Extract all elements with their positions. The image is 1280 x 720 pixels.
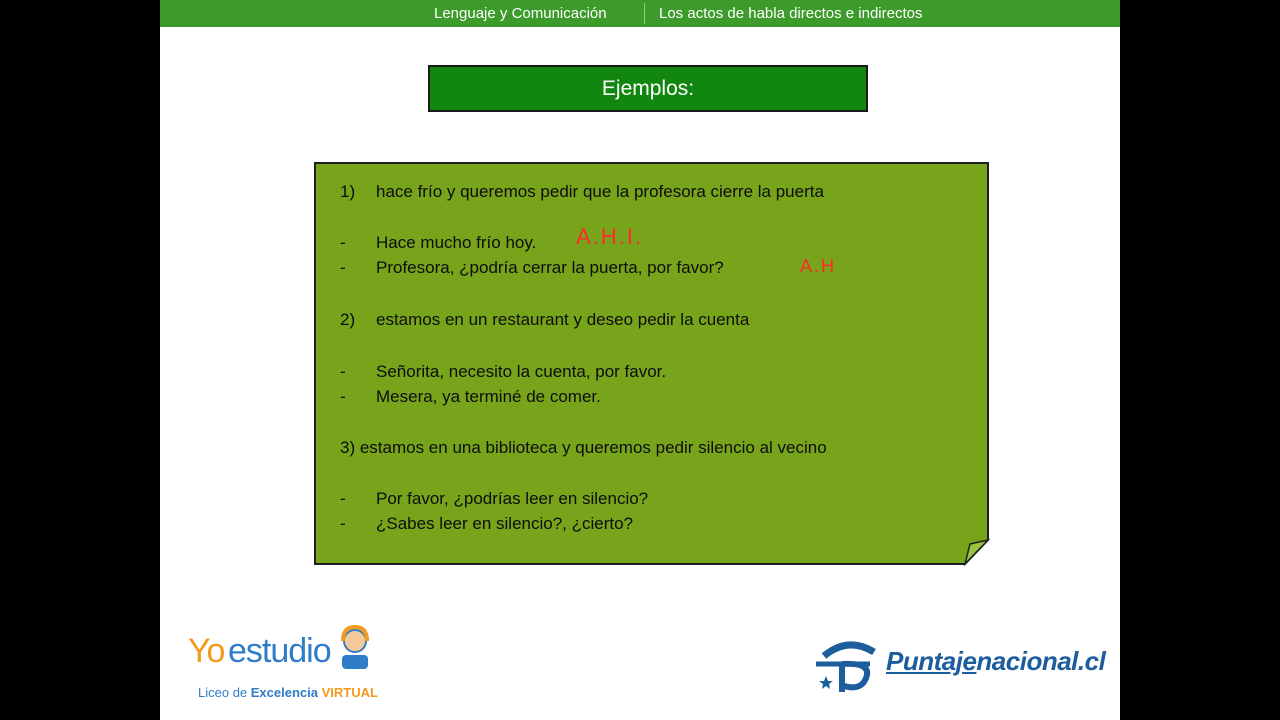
header-divider — [644, 3, 645, 24]
topic-label: Los actos de habla directos e indirectos — [659, 5, 923, 22]
subject-label: Lenguaje y Comunicación — [434, 5, 607, 22]
puntaje-nacional-emblem-icon — [814, 634, 884, 696]
header-bar — [160, 0, 1120, 27]
logo-tagline: Liceo de Excelencia VIRTUAL — [198, 685, 378, 700]
handwritten-annotation-1: A.H.I. — [576, 224, 644, 249]
puntaje-nacional-logo: Puntajenacional.cl — [814, 632, 1104, 698]
handwritten-annotation-2: A.H — [800, 256, 837, 276]
example-note: 1) hace frío y queremos pedir que la profesora cierre la puerta - Hace mucho frío hoy. - Profesora, ¿podría cerrar la puerta, por favor? 2) estamos en un restaurant y deseo pedir la cuenta - Señorita, necesito la cuenta, por favor. - Mesera, ya terminé de comer. 3) estamos en una biblioteca y queremos pedir silencio al vecino - Por favor, ¿podrías leer en silencio? - ¿Sabes leer en silencio?, ¿cierto? A.H.I. A.H — [314, 162, 990, 566]
slide-title: Ejemplos: — [428, 65, 868, 112]
slide — [160, 0, 1120, 720]
headset-mascot-icon — [334, 624, 376, 672]
yo-estudio-logo: Yo estudio Liceo de Excelencia VIRTUAL — [188, 624, 378, 704]
